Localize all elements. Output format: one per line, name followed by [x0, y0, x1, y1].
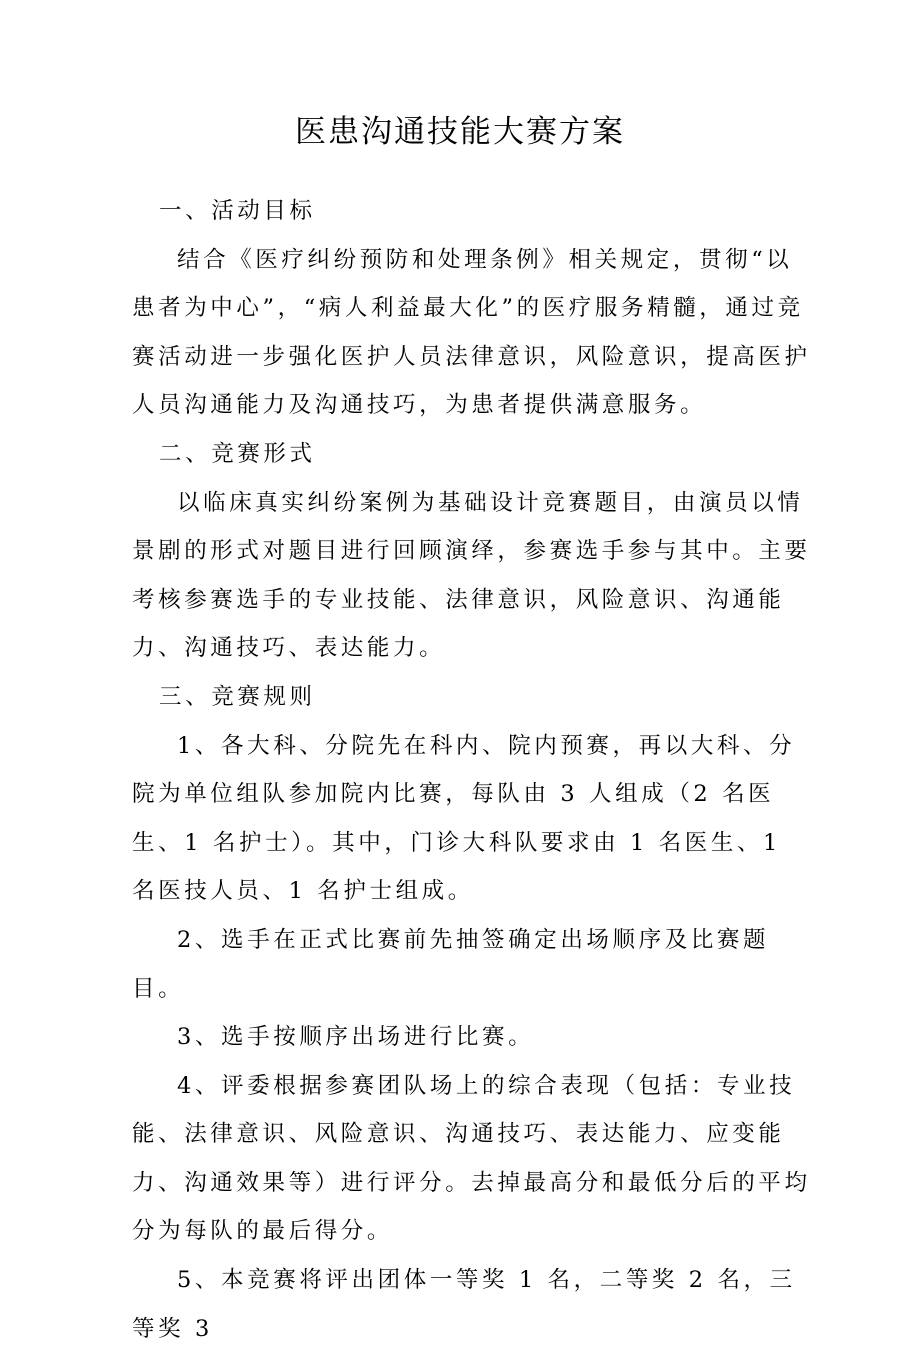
rule-item-2: 2、选手在正式比赛前先抽签确定出场顺序及比赛题目。	[132, 926, 770, 1002]
document-title: 医患沟通技能大赛方案	[295, 114, 625, 150]
rule-item-5: 5、本竞赛将评出团体一等奖 1 名，二等奖 2 名，三等奖 3	[132, 1267, 796, 1342]
document-body	[132, 187, 812, 1353]
rule-item-1: 1、各大科、分院先在科内、院内预赛，再以大科、分院为单位组队参加院内比赛，每队由 3 人组成（2 名医生、1 名护士）。其中，门诊大科队要求由 1 名医生、1 名医技人员、1 名护士组成。	[132, 732, 796, 905]
section-heading-rules: 三、竞赛规则	[159, 683, 316, 710]
section-heading-objectives: 一、活动目标	[159, 198, 316, 224]
paragraph-format: 以临床真实纠纷案例为基础设计竞赛题目，由演员以情景剧的形式对题目进行回顾演绎，参赛选手参与其中。主要考核参赛选手的专业技能、法律意识，风险意识、沟通能力、沟通技巧、表达能力。	[132, 489, 811, 662]
paragraph-objectives: 结合《医疗纠纷预防和处理条例》相关规定，贯彻“以患者为中心”，“病人利益最大化”的医疗服务精髓，通过竞赛活动进一步强化医护人员法律意识，风险意识，提高医护人员沟通能力及沟通技巧，为患者提供满意服务。	[132, 246, 811, 419]
rule-item-3: 3、选手按顺序出场进行比赛。	[177, 1024, 535, 1051]
rule-item-4: 4、评委根据参赛团队场上的综合表现（包括：专业技能、法律意识、风险意识、沟通技巧、表达能力、应变能力、沟通效果等）进行评分。去掉最高分和最低分后的平均分为每队的最后得分。	[132, 1072, 811, 1245]
section-heading-format: 二、竞赛形式	[159, 440, 316, 467]
